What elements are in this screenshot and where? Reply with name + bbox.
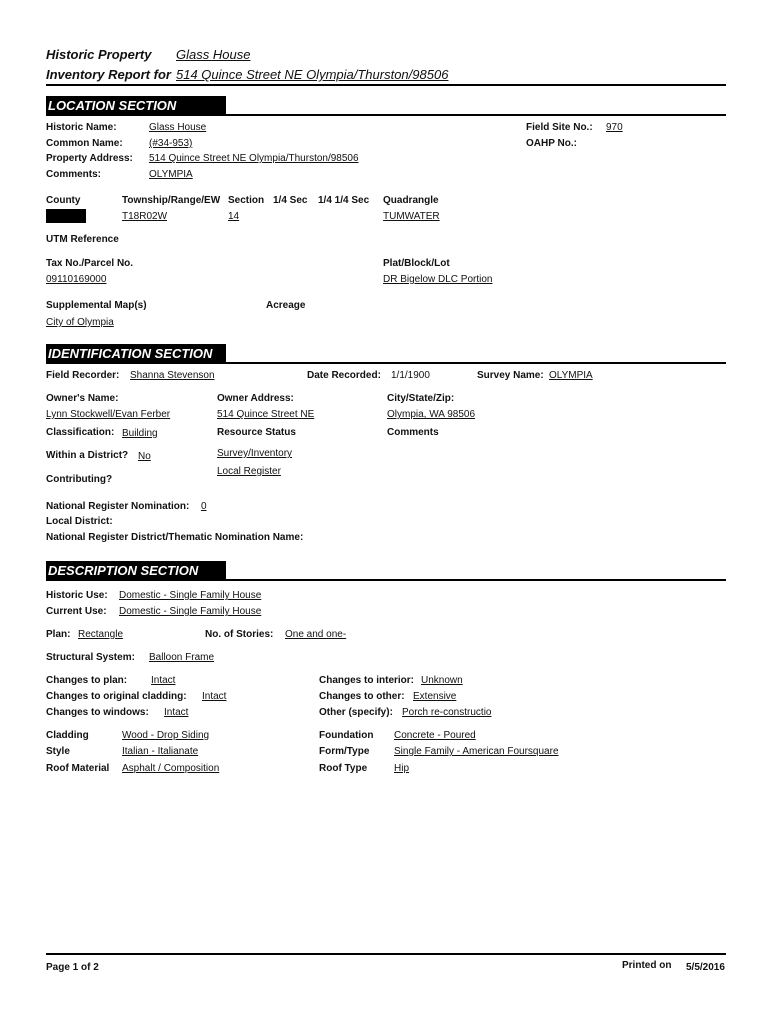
- owner-address-label: Owner Address:: [217, 393, 294, 404]
- section-label: Section: [228, 195, 265, 206]
- nr-nomination-label: National Register Nomination:: [46, 501, 190, 512]
- local-district-label: Local District:: [46, 516, 113, 527]
- header-label-inventory-report: Inventory Report for: [46, 67, 171, 82]
- header-property-name: Glass House: [176, 47, 251, 62]
- resource-status-label: Resource Status: [217, 427, 296, 438]
- nr-district-label: National Register District/Thematic Nomination Name:: [46, 532, 304, 543]
- location-section-title: LOCATION SECTION: [46, 96, 226, 116]
- identification-rule: [46, 362, 726, 364]
- foundation-label: Foundation: [319, 730, 374, 741]
- changes-plan-label: Changes to plan:: [46, 675, 128, 686]
- cladding-value: Wood - Drop Siding: [122, 730, 210, 741]
- description-section-title: DESCRIPTION SECTION: [46, 561, 226, 581]
- changes-other-value: Extensive: [413, 691, 457, 702]
- description-rule: [46, 579, 726, 581]
- header-property-address: 514 Quince Street NE Olympia/Thurston/98506: [176, 67, 449, 82]
- changes-other-label: Changes to other:: [319, 691, 405, 702]
- field-recorder-label: Field Recorder:: [46, 370, 120, 381]
- county-redacted-box: [46, 209, 86, 223]
- changes-windows-value: Intact: [164, 707, 189, 718]
- historic-use-label: Historic Use:: [46, 590, 108, 601]
- location-rule: [46, 114, 726, 116]
- changes-interior-value: Unknown: [421, 675, 463, 686]
- style-label: Style: [46, 746, 70, 757]
- stories-label: No. of Stories:: [205, 629, 274, 640]
- plat-block-lot-label: Plat/Block/Lot: [383, 258, 450, 269]
- other-specify-value: Porch re-constructio: [402, 707, 492, 718]
- quadrangle-label: Quadrangle: [383, 195, 439, 206]
- roof-type-label: Roof Type: [319, 763, 368, 774]
- property-address-value: 514 Quince Street NE Olympia/Thurston/98506: [149, 153, 359, 164]
- field-recorder-value: Shanna Stevenson: [130, 370, 215, 381]
- identification-section-title: IDENTIFICATION SECTION: [46, 344, 226, 364]
- foundation-value: Concrete - Poured: [394, 730, 476, 741]
- quarter-sec-label: 1/4 Sec: [273, 195, 308, 206]
- contributing-label: Contributing?: [46, 474, 113, 485]
- changes-plan-value: Intact: [151, 675, 176, 686]
- tax-parcel-label: Tax No./Parcel No.: [46, 258, 134, 269]
- form-type-value: Single Family - American Foursquare: [394, 746, 559, 757]
- date-recorded-value: 1/1/1900: [391, 370, 430, 381]
- page-number: Page 1 of 2: [46, 962, 99, 973]
- common-name-label: Common Name:: [46, 138, 123, 149]
- township-value: T18R02W: [122, 211, 168, 222]
- current-use-label: Current Use:: [46, 606, 107, 617]
- common-name-value: (#34-953): [149, 138, 193, 149]
- resource-status-local-register: Local Register: [217, 466, 281, 477]
- roof-type-value: Hip: [394, 763, 410, 774]
- changes-cladding-value: Intact: [202, 691, 227, 702]
- city-state-zip-value: Olympia, WA 98506: [387, 409, 476, 420]
- owners-name-label: Owner's Name:: [46, 393, 119, 404]
- roof-material-label: Roof Material: [46, 763, 110, 774]
- printed-date: 5/5/2016: [686, 962, 725, 973]
- city-state-zip-label: City/State/Zip:: [387, 393, 455, 404]
- changes-windows-label: Changes to windows:: [46, 707, 149, 718]
- current-use-value: Domestic - Single Family House: [119, 606, 262, 617]
- quarter-quarter-sec-label: 1/4 1/4 Sec: [318, 195, 370, 206]
- plan-label: Plan:: [46, 629, 71, 640]
- supplemental-maps-label: Supplemental Map(s): [46, 300, 147, 311]
- cladding-label: Cladding: [46, 730, 89, 741]
- within-district-value: No: [138, 451, 151, 462]
- oahp-no-label: OAHP No.:: [526, 138, 577, 149]
- quadrangle-value: TUMWATER: [383, 211, 440, 222]
- header-label-historic-property: Historic Property: [46, 47, 152, 62]
- historic-name-value: Glass House: [149, 122, 207, 133]
- classification-label: Classification:: [46, 427, 115, 438]
- changes-cladding-label: Changes to original cladding:: [46, 691, 187, 702]
- plan-value: Rectangle: [78, 629, 124, 640]
- property-address-label: Property Address:: [46, 153, 133, 164]
- supplemental-maps-value: City of Olympia: [46, 317, 114, 328]
- structural-system-value: Balloon Frame: [149, 652, 215, 663]
- structural-system-label: Structural System:: [46, 652, 135, 663]
- form-type-label: Form/Type: [319, 746, 370, 757]
- printed-on-label: Printed on: [622, 960, 672, 971]
- acreage-label: Acreage: [266, 300, 306, 311]
- township-label: Township/Range/EW: [122, 195, 221, 206]
- field-site-no-value: 970: [606, 122, 623, 133]
- field-site-no-label: Field Site No.:: [526, 122, 593, 133]
- footer-rule: [46, 953, 726, 955]
- owners-name-value: Lynn Stockwell/Evan Ferber: [46, 409, 171, 420]
- comments-label: Comments:: [46, 169, 102, 180]
- date-recorded-label: Date Recorded:: [307, 370, 381, 381]
- nr-nomination-value: 0: [201, 501, 207, 512]
- other-specify-label: Other (specify):: [319, 707, 393, 718]
- survey-name-value: OLYMPIA: [549, 370, 593, 381]
- changes-interior-label: Changes to interior:: [319, 675, 415, 686]
- survey-name-label: Survey Name:: [477, 370, 544, 381]
- classification-value: Building: [122, 428, 158, 439]
- plat-block-lot-value: DR Bigelow DLC Portion: [383, 274, 493, 285]
- tax-parcel-value: 09110169000: [46, 274, 107, 285]
- owner-address-value: 514 Quince Street NE: [217, 409, 315, 420]
- county-label: County: [46, 195, 81, 206]
- section-value: 14: [228, 211, 240, 222]
- historic-use-value: Domestic - Single Family House: [119, 590, 262, 601]
- historic-name-label: Historic Name:: [46, 122, 117, 133]
- stories-value: One and one-: [285, 629, 347, 640]
- id-comments-label: Comments: [387, 427, 439, 438]
- comments-value: OLYMPIA: [149, 169, 193, 180]
- style-value: Italian - Italianate: [122, 746, 199, 757]
- resource-status-survey: Survey/Inventory: [217, 448, 293, 459]
- utm-reference-label: UTM Reference: [46, 234, 119, 245]
- roof-material-value: Asphalt / Composition: [122, 763, 220, 774]
- within-district-label: Within a District?: [46, 450, 129, 461]
- header-rule: [46, 84, 726, 86]
